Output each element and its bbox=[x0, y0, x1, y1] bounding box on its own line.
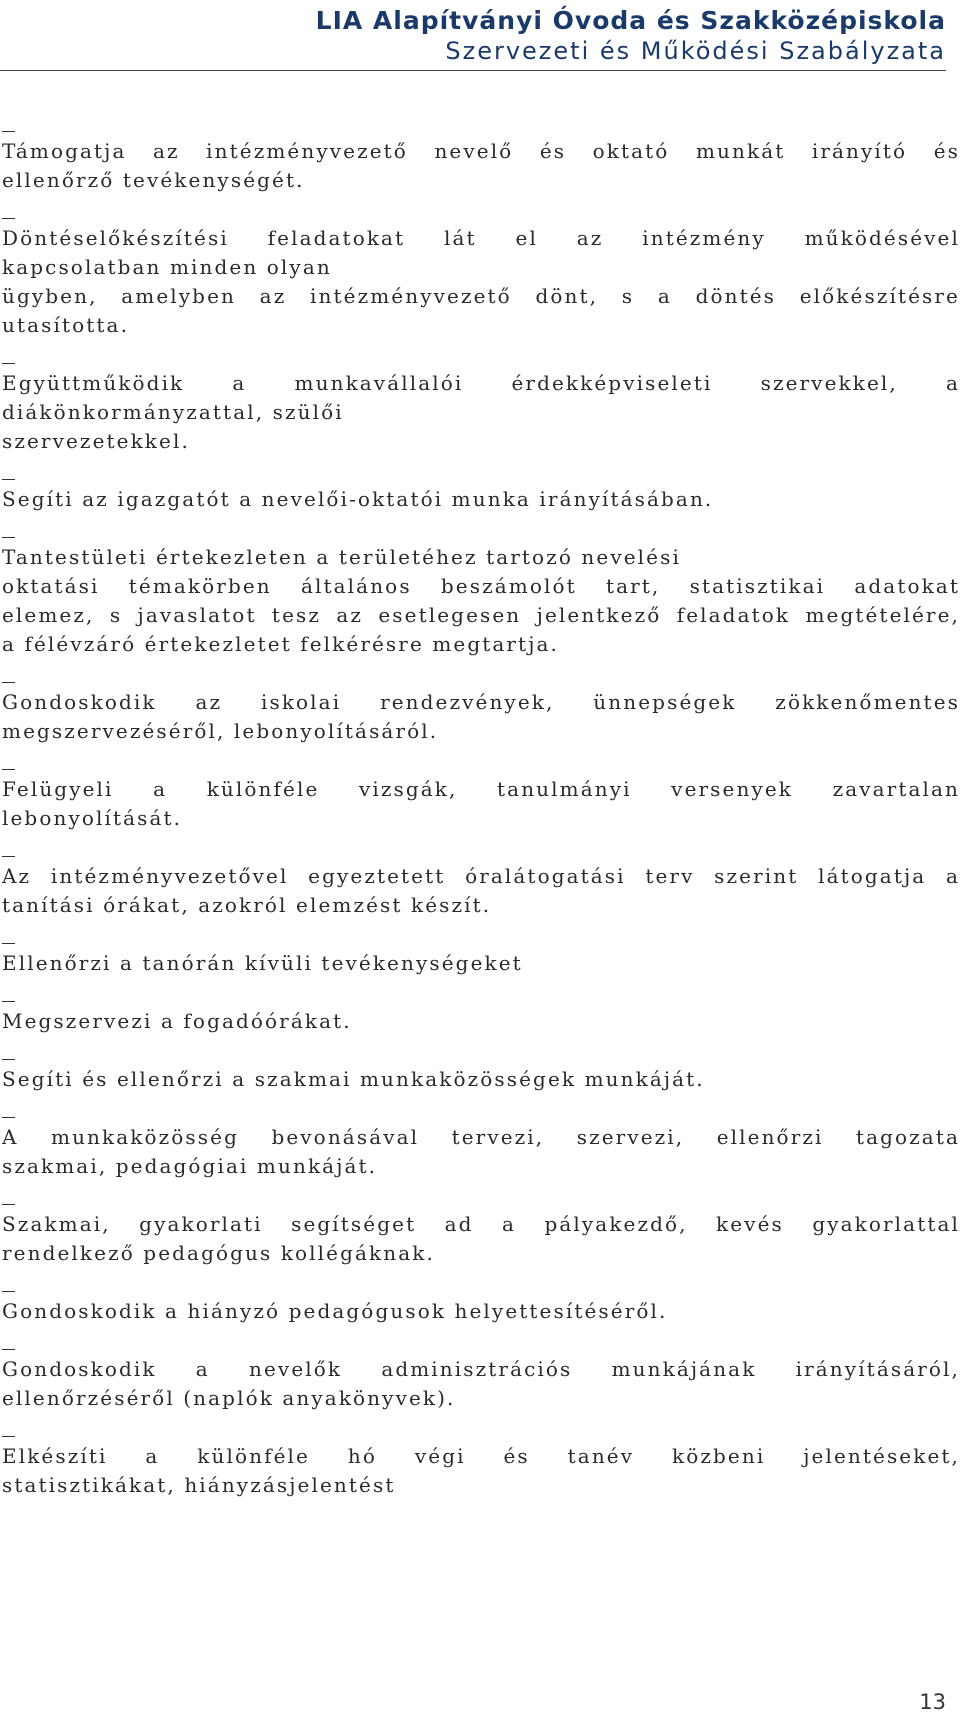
dash-bullet bbox=[2, 1326, 18, 1355]
dash-bullet bbox=[2, 659, 18, 688]
dash-bullet bbox=[2, 1181, 18, 1210]
dash-bullet bbox=[2, 1036, 18, 1065]
document-title: Szervezeti és Működési Szabályzata bbox=[445, 37, 946, 65]
dash-bullet bbox=[2, 1094, 18, 1123]
list-item bbox=[2, 978, 960, 1036]
dash-bullet bbox=[2, 978, 18, 1007]
page-header bbox=[316, 6, 946, 66]
text-line: szervezetekkel. bbox=[2, 429, 190, 453]
dash-bullet bbox=[2, 1268, 18, 1297]
list-item bbox=[2, 1094, 960, 1181]
text-line: Segíti az igazgatót a nevelői-oktatói munka irányításában. bbox=[2, 487, 714, 511]
list-item bbox=[2, 456, 960, 514]
list-item bbox=[2, 195, 960, 340]
header-divider bbox=[0, 70, 946, 71]
list-item bbox=[2, 1268, 960, 1326]
text-line: diákönkormányzattal, szülői bbox=[2, 400, 344, 424]
text-line: Támogatja az intézményvezető nevelő és oktató munkát irányító és bbox=[2, 139, 960, 163]
text-line: A munkaközösség bevonásával tervezi, szervezi, ellenőrzi tagozata bbox=[2, 1125, 960, 1149]
dash-bullet bbox=[2, 456, 18, 485]
text-line: ügyben, amelyben az intézményvezető dönt, s a döntés előkészítésre bbox=[2, 284, 960, 308]
text-line: Az intézményvezetővel egyeztetett óralátogatási terv szerint látogatja a bbox=[2, 864, 960, 888]
list-item bbox=[2, 920, 960, 978]
list-item bbox=[2, 108, 960, 195]
dash-bullet bbox=[2, 108, 18, 137]
duties-list bbox=[2, 108, 960, 1500]
text-line: kapcsolatban minden olyan bbox=[2, 255, 332, 279]
text-line: a félévzáró értekezletet felkérésre megtartja. bbox=[2, 632, 559, 656]
list-item bbox=[2, 1326, 960, 1413]
text-line: ellenőrző tevékenységét. bbox=[2, 168, 305, 192]
text-line: Gondoskodik a hiányzó pedagógusok helyettesítéséről. bbox=[2, 1299, 668, 1323]
text-line: Megszervezi a fogadóórákat. bbox=[2, 1009, 352, 1033]
text-line: elemez, s javaslatot tesz az esetlegesen jelentkező feladatok megtételére, bbox=[2, 603, 960, 627]
text-line: megszervezéséről, lebonyolításáról. bbox=[2, 719, 439, 743]
text-line: tanítási órákat, azokról elemzést készít. bbox=[2, 893, 492, 917]
list-item bbox=[2, 1036, 960, 1094]
list-item bbox=[2, 659, 960, 746]
text-line: lebonyolítását. bbox=[2, 806, 183, 830]
text-line: Felügyeli a különféle vizsgák, tanulmányi versenyek zavartalan bbox=[2, 777, 960, 801]
text-line: Együttműködik a munkavállalói érdekképviseleti szervekkel, a bbox=[2, 371, 960, 395]
text-line: szakmai, pedagógiai munkáját. bbox=[2, 1154, 378, 1178]
text-line: Segíti és ellenőrzi a szakmai munkaközösségek munkáját. bbox=[2, 1067, 705, 1091]
list-item bbox=[2, 340, 960, 456]
text-line: Gondoskodik az iskolai rendezvények, ünnepségek zökkenőmentes bbox=[2, 690, 960, 714]
list-item bbox=[2, 746, 960, 833]
list-item bbox=[2, 833, 960, 920]
page-number: 13 bbox=[919, 1690, 946, 1714]
text-line: rendelkező pedagógus kollégáknak. bbox=[2, 1241, 435, 1265]
school-name: LIA Alapítványi Óvoda és Szakközépiskola bbox=[315, 6, 946, 35]
list-item bbox=[2, 1413, 960, 1500]
text-line: Tantestületi értekezleten a területéhez tartozó nevelési bbox=[2, 545, 681, 569]
dash-bullet bbox=[2, 920, 18, 949]
text-line: oktatási témakörben általános beszámolót tart, statisztikai adatokat bbox=[2, 574, 960, 598]
text-line: Gondoskodik a nevelők adminisztrációs munkájának irányításáról, bbox=[2, 1357, 960, 1381]
dash-bullet bbox=[2, 746, 18, 775]
text-line: Ellenőrzi a tanórán kívüli tevékenységeket bbox=[2, 951, 523, 975]
dash-bullet bbox=[2, 1413, 18, 1442]
text-line: ellenőrzéséről (naplók anyakönyvek). bbox=[2, 1386, 456, 1410]
text-line: statisztikákat, hiányzásjelentést bbox=[2, 1473, 396, 1497]
list-item bbox=[2, 1181, 960, 1268]
dash-bullet bbox=[2, 514, 18, 543]
text-line: Elkészíti a különféle hó végi és tanév közbeni jelentéseket, bbox=[2, 1444, 960, 1468]
dash-bullet bbox=[2, 340, 18, 369]
text-line: Szakmai, gyakorlati segítséget ad a pályakezdő, kevés gyakorlattal bbox=[2, 1212, 960, 1236]
text-line: utasította. bbox=[2, 313, 130, 337]
list-item bbox=[2, 514, 960, 659]
text-line: Döntéselőkészítési feladatokat lát el az intézmény működésével bbox=[2, 226, 960, 250]
dash-bullet bbox=[2, 833, 18, 862]
dash-bullet bbox=[2, 195, 18, 224]
